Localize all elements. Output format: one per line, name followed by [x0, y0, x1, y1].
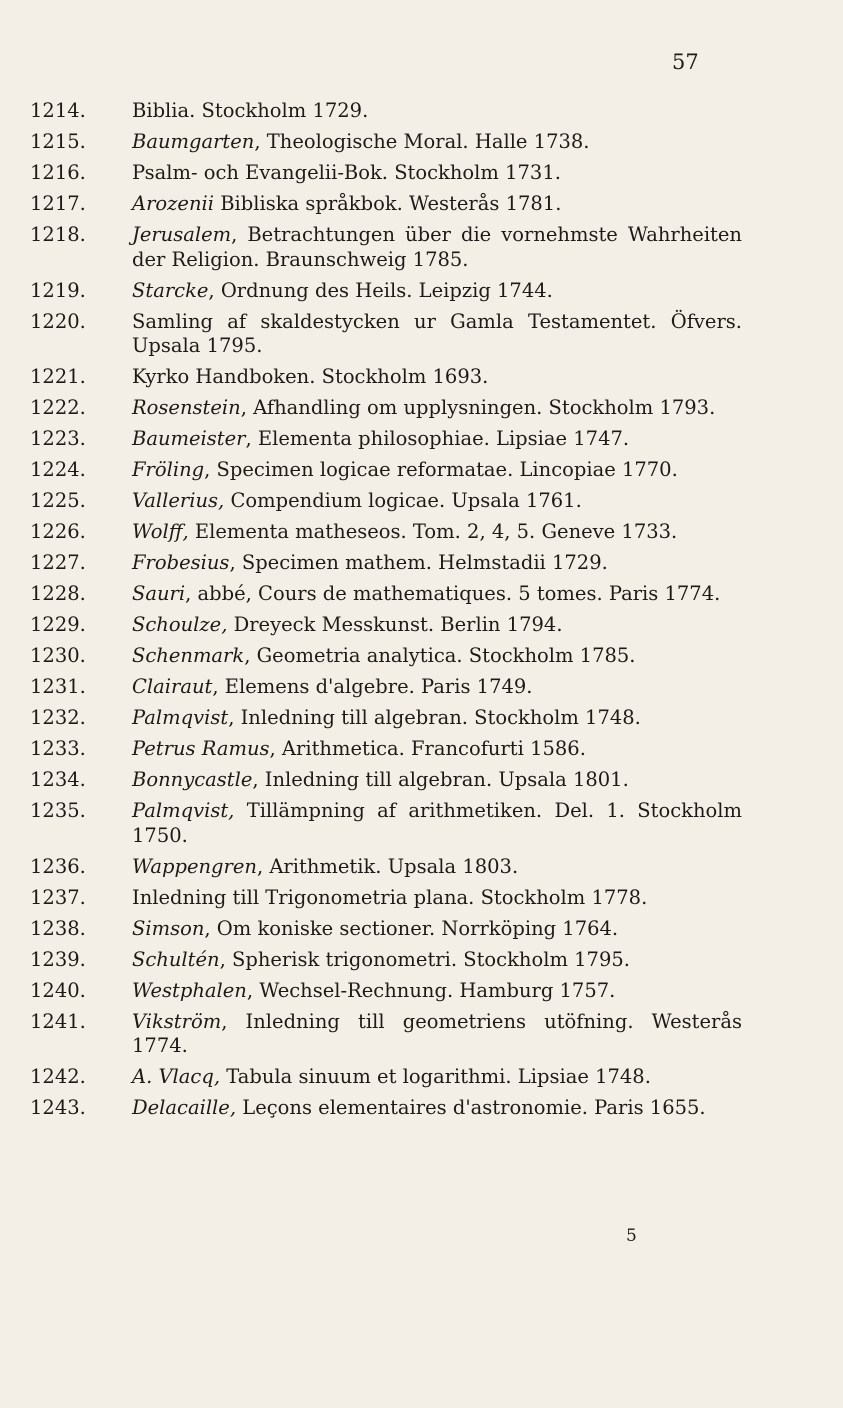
entry-title-imprint: , abbé, Cours de mathematiques. 5 tomes. Paris 1774.: [185, 582, 721, 605]
entry-author: Vikström: [132, 1009, 222, 1033]
entry-author: Frobesius: [132, 551, 230, 574]
entry-text: [132, 644, 742, 669]
catalog-entry: [30, 161, 742, 186]
entry-number: 1242.: [30, 1065, 86, 1088]
catalog-entry: [30, 737, 742, 762]
entry-author: Delacaille,: [132, 1096, 237, 1119]
entry-author: Baumgarten: [132, 130, 255, 153]
entry-author: Schultén: [132, 947, 220, 971]
catalog-entry: [30, 917, 742, 942]
entry-title-imprint: , Arithmetica. Francofurti 1586.: [269, 737, 586, 760]
entry-text: [132, 768, 742, 793]
entry-number: 1240.: [30, 978, 86, 1002]
entry-author: Simson: [132, 916, 205, 940]
entry-number: 1216.: [30, 161, 86, 184]
entry-author: Palmqvist: [132, 706, 229, 729]
entry-text: [132, 706, 742, 731]
entry-title-imprint: Leçons elementaires d'astronomie. Paris 1655.: [236, 1096, 706, 1119]
entry-title-imprint: , Inledning till algebran. Stockholm 1748.: [228, 706, 641, 729]
entry-text: [132, 1065, 742, 1090]
entry-text: [132, 520, 742, 545]
entry-number: 1218.: [30, 223, 86, 246]
entry-number: 1235.: [30, 799, 86, 822]
entry-text: [132, 855, 742, 880]
entry-number: 1239.: [30, 947, 86, 971]
entry-title-imprint: Tabula sinuum et logarithmi. Lipsiae 1748.: [220, 1065, 651, 1088]
catalog-entry: [30, 192, 742, 217]
catalog-entry: [30, 948, 742, 973]
entry-number: 1233.: [30, 737, 86, 760]
catalog-entry: [30, 582, 742, 607]
entry-title-imprint: Compendium logicae. Upsala 1761.: [224, 489, 582, 512]
entry-title-imprint: , Elementa philosophiae. Lipsiae 1747.: [245, 427, 630, 450]
entry-author: Clairaut: [132, 675, 213, 698]
entry-number: 1227.: [30, 551, 86, 574]
entry-title-imprint: Inledning till Trigonometria plana. Stockholm 1778.: [132, 885, 648, 909]
catalog-entry: [30, 458, 742, 483]
catalog-entry: [30, 1065, 742, 1090]
entry-title-imprint: Dreyeck Messkunst. Berlin 1794.: [227, 613, 563, 636]
entry-text: [132, 917, 742, 942]
entry-number: 1217.: [30, 192, 86, 215]
entry-author: Fröling: [132, 458, 205, 481]
catalog-entry: [30, 1010, 742, 1059]
entry-text: [132, 948, 742, 973]
entry-text: [132, 675, 742, 700]
entry-number: 1221.: [30, 365, 86, 388]
catalog-entry: [30, 706, 742, 731]
entry-title-imprint: , Specimen mathem. Helmstadii 1729.: [229, 551, 608, 574]
entry-number: 1222.: [30, 396, 86, 419]
entry-text: [132, 396, 742, 421]
entry-number: 1232.: [30, 706, 86, 729]
entry-title-imprint: Tillämpning af arithmetiken. Del. 1. Stockholm 1750.: [132, 799, 742, 847]
entry-author: Rosenstein: [132, 396, 241, 419]
entry-number: 1219.: [30, 278, 86, 302]
catalog-entry: [30, 855, 742, 880]
entry-title-imprint: Biblia. Stockholm 1729.: [132, 99, 369, 122]
entry-text: [132, 458, 742, 483]
catalog-entry: [30, 396, 742, 421]
entry-number: 1226.: [30, 520, 86, 543]
entry-text: [132, 582, 742, 607]
catalog-entry: [30, 99, 742, 124]
catalog-entry: [30, 130, 742, 155]
entry-title-imprint: , Geometria analytica. Stockholm 1785.: [244, 644, 636, 667]
entry-number: 1241.: [30, 1009, 86, 1033]
entry-author: Wappengren: [132, 854, 257, 878]
entry-text: [132, 130, 742, 155]
entry-title-imprint: Samling af skaldestycken ur Gamla Testamentet. Öfvers. Upsala 1795.: [132, 309, 742, 357]
entry-author: Sauri: [132, 582, 186, 605]
entry-author: Schoulze,: [132, 613, 228, 636]
entry-text: [132, 737, 742, 762]
entry-author: Westphalen: [132, 978, 247, 1002]
entry-title-imprint: , Om koniske sectioner. Norrköping 1764.: [204, 916, 619, 940]
entry-number: 1223.: [30, 427, 86, 450]
entry-title-imprint: , Arithmetik. Upsala 1803.: [256, 854, 519, 878]
entry-author: Bonnycastle: [132, 768, 253, 791]
entry-text: [132, 192, 742, 217]
catalog-entry: [30, 675, 742, 700]
entry-number: 1215.: [30, 130, 86, 153]
entry-text: [132, 279, 742, 304]
catalog-entry: [30, 886, 742, 911]
entry-author: A. Vlacq,: [132, 1065, 221, 1088]
entry-title-imprint: Psalm- och Evangelii-Bok. Stockholm 1731.: [132, 161, 561, 184]
catalog-entry: [30, 644, 742, 669]
entry-author: Arozenii: [132, 192, 214, 215]
entry-title-imprint: Elementa matheseos. Tom. 2, 4, 5. Geneve 1733.: [188, 520, 678, 543]
entry-number: 1234.: [30, 768, 86, 791]
catalog-entry: [30, 489, 742, 514]
entry-title-imprint: , Afhandling om upplysningen. Stockholm 1793.: [240, 396, 716, 419]
entry-number: 1231.: [30, 675, 86, 698]
entry-text: [132, 489, 742, 514]
entry-title-imprint: , Betrachtungen über die vornehmste Wahrheiten der Religion. Braunschweig 1785.: [132, 223, 742, 271]
catalog-entry: [30, 223, 742, 272]
catalog-entry: [30, 427, 742, 452]
catalog-entry: [30, 520, 742, 545]
entry-title-imprint: , Inledning till geometriens utöfning. Westerås 1774.: [132, 1009, 742, 1057]
page-number: 57: [672, 50, 699, 74]
entry-text: [132, 427, 742, 452]
catalog-entries: [30, 99, 742, 1127]
entry-title-imprint: , Inledning till algebran. Upsala 1801.: [252, 768, 629, 791]
entry-author: Baumeister: [132, 427, 246, 450]
entry-author: Petrus Ramus: [132, 737, 270, 760]
entry-number: 1243.: [30, 1096, 86, 1119]
entry-author: Jerusalem: [132, 223, 232, 246]
catalog-entry: [30, 768, 742, 793]
entry-text: [132, 799, 742, 848]
entry-author: Starcke: [132, 278, 209, 302]
entry-text: [132, 1096, 742, 1121]
catalog-entry: [30, 613, 742, 638]
entry-number: 1224.: [30, 458, 86, 481]
entry-number: 1225.: [30, 489, 86, 512]
entry-number: 1214.: [30, 99, 86, 122]
signature-mark: 5: [626, 1226, 637, 1246]
entry-text: [132, 979, 742, 1004]
entry-text: [132, 551, 742, 576]
catalog-entry: [30, 1096, 742, 1121]
entry-text: [132, 365, 742, 390]
entry-text: [132, 310, 742, 359]
entry-number: 1236.: [30, 854, 86, 878]
entry-title-imprint: , Theologische Moral. Halle 1738.: [254, 130, 590, 153]
entry-title-imprint: , Wechsel-Rechnung. Hamburg 1757.: [246, 978, 616, 1002]
entry-author: Wolff,: [132, 520, 189, 543]
entry-title-imprint: , Ordnung des Heils. Leipzig 1744.: [208, 278, 553, 302]
entry-author: Schenmark: [132, 644, 245, 667]
entry-title-imprint: , Elemens d'algebre. Paris 1749.: [212, 675, 533, 698]
entry-title-imprint: Bibliska språkbok. Westerås 1781.: [214, 192, 562, 215]
entry-text: [132, 1010, 742, 1059]
catalog-entry: [30, 365, 742, 390]
catalog-entry: [30, 310, 742, 359]
entry-number: 1220.: [30, 309, 86, 333]
catalog-entry: [30, 551, 742, 576]
entry-number: 1229.: [30, 613, 86, 636]
entry-text: [132, 613, 742, 638]
catalog-entry: [30, 979, 742, 1004]
entry-text: [132, 99, 742, 124]
entry-title-imprint: , Specimen logicae reformatae. Lincopiae 1770.: [204, 458, 678, 481]
entry-text: [132, 223, 742, 272]
entry-title-imprint: , Spherisk trigonometri. Stockholm 1795.: [219, 947, 630, 971]
catalog-entry: [30, 279, 742, 304]
entry-number: 1238.: [30, 916, 86, 940]
entry-text: [132, 161, 742, 186]
entry-number: 1228.: [30, 582, 86, 605]
entry-number: 1237.: [30, 885, 86, 909]
entry-text: [132, 886, 742, 911]
catalog-entry: [30, 799, 742, 848]
entry-number: 1230.: [30, 644, 86, 667]
entry-author: Vallerius,: [132, 489, 225, 512]
entry-title-imprint: Kyrko Handboken. Stockholm 1693.: [132, 365, 489, 388]
entry-author: Palmqvist,: [132, 799, 235, 822]
